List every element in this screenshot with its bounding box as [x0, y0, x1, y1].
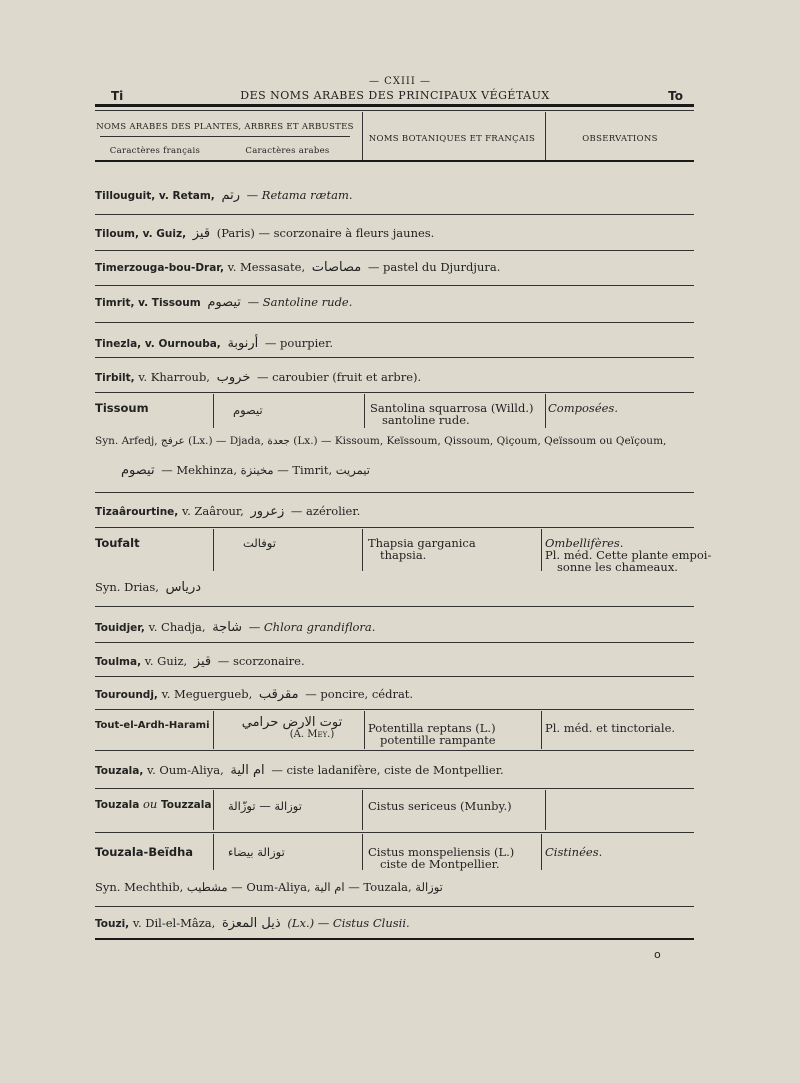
entry-syn: v. Retam,: [158, 190, 215, 202]
divider: [95, 709, 694, 710]
entry-syn: v. Guiz,: [144, 654, 188, 668]
entry-name: Timerzouga-bou-Drar,: [95, 262, 224, 274]
arabic-cell: [222, 716, 362, 741]
entry-name: Timrit,: [95, 297, 135, 309]
observation: [545, 537, 711, 573]
cell-divider: [362, 529, 363, 571]
col-arabic: Caractères arabes: [245, 146, 330, 156]
observation: Composées.: [548, 401, 618, 415]
list-item: [95, 260, 500, 275]
entry-syn: v. Tissoum: [138, 297, 201, 309]
botanical-name: [368, 722, 496, 746]
table-header-group: NOMS ARABES DES PLANTES, ARBRES ET ARBUSTES: [96, 122, 354, 132]
arabic-text: أرنوبة: [227, 336, 259, 351]
arabic-text: ذيل المعزة: [221, 916, 281, 931]
divider: [95, 906, 694, 907]
botanical-french: santoline rude.: [382, 413, 470, 427]
list-item: [95, 226, 434, 241]
arabic-text: درياس: [165, 580, 202, 595]
tout-name: Tout-el-Ardh-Harami: [95, 720, 210, 731]
list-item: [95, 654, 305, 669]
observation: Cistinées.: [545, 845, 603, 859]
entry-rest: — Santoline rude.: [247, 295, 353, 309]
entry-rest: — poncire, cédrat.: [305, 687, 414, 701]
touzala-name: [95, 798, 211, 811]
entry-syn: v. Chadja,: [148, 620, 206, 634]
list-item: [95, 620, 375, 635]
synonyms-line: Syn. Mechthib, مشطيب — Oum-Aliya, ام الية — Touzala, توزالة: [95, 880, 443, 894]
cell-divider: [213, 711, 214, 749]
list-item: [95, 504, 360, 519]
entry-syn: v. Ournouba,: [144, 338, 221, 350]
synonyms-line: [95, 580, 204, 595]
divider: [95, 788, 694, 789]
arabic-text: تيصوم: [121, 463, 155, 478]
header-left: Ti: [111, 89, 124, 103]
authority-ref: (A. Mey.): [289, 729, 335, 740]
arabic-text: تيصوم: [207, 295, 241, 310]
entry-syn: v. Dil-el-Mâza,: [132, 916, 216, 930]
arabic-text: توزالة بيضاء: [228, 845, 285, 859]
entry-rest: — scorzonaire.: [217, 654, 305, 668]
entry-rest: — pastel du Djurdjura.: [367, 260, 501, 274]
col-french: Caractères français: [109, 146, 201, 156]
divider: [95, 285, 694, 286]
cell-divider: [213, 790, 214, 830]
entry-rest: — Chlora grandiflora.: [248, 620, 376, 634]
arabic-text: توزالة — توزّالة: [228, 799, 302, 813]
entry-name-alt: Touzzala: [161, 799, 212, 811]
entry-syn: v. Zaârour,: [181, 504, 244, 518]
observation-family: Ombellifères.: [545, 536, 624, 550]
arabic-text: ام الية: [230, 763, 265, 778]
entry-rest: (Lx.) — Cistus Clusii.: [287, 916, 410, 930]
cell-divider: [545, 394, 546, 428]
header-divider: [362, 112, 363, 162]
divider: [95, 527, 694, 528]
top-rule: [95, 104, 694, 107]
botanical-french: ciste de Montpellier.: [380, 857, 500, 871]
cell-divider: [545, 790, 546, 830]
list-item: [95, 687, 413, 702]
divider: [95, 392, 694, 393]
divider: [95, 250, 694, 251]
list-item: [95, 370, 421, 385]
top-thin-rule: [95, 110, 694, 111]
footer-signature-mark: o: [654, 948, 661, 961]
entry-rest: (Paris) — scorzonaire à fleurs jaunes.: [216, 226, 435, 240]
entry-name: Touidjer,: [95, 622, 145, 634]
col-botanical: NOMS BOTANIQUES ET FRANÇAIS: [368, 134, 536, 144]
entry-rest: — caroubier (fruit et arbre).: [257, 370, 422, 384]
cell-divider: [213, 834, 214, 870]
toufalt-name: Toufalt: [95, 536, 140, 550]
entry-name: Tillouguit,: [95, 190, 156, 202]
entry-name: Touroundj,: [95, 689, 158, 701]
bottom-rule: [95, 938, 694, 940]
synonyms-rest: — Mekhinza, مخينزة — Timrit, تيمريت: [161, 463, 370, 477]
cell-divider: [541, 711, 542, 749]
entry-rest: — Retama rætam.: [246, 188, 353, 202]
entry-syn: v. Messasate,: [227, 260, 306, 274]
synonyms-label: Syn. Drias,: [95, 580, 159, 594]
arabic-text: تيصوم: [233, 403, 263, 417]
touzala-beidha-name: Touzala-Beïdha: [95, 845, 194, 859]
entry-name: Toulma,: [95, 656, 142, 668]
observation-note: sonne les chameaux.: [557, 560, 678, 574]
botanical-french: thapsia.: [380, 548, 427, 562]
entry-syn: v. Kharroub,: [138, 370, 210, 384]
botanical-latin: Cistus monspeliensis (L.): [368, 845, 515, 859]
list-item: [95, 916, 410, 931]
botanical-name: [368, 537, 476, 561]
entry-conj: ou: [143, 797, 158, 811]
arabic-text: مقرقب: [258, 687, 299, 702]
entry-name: Touzi,: [95, 918, 130, 930]
arabic-text: قيز: [193, 654, 212, 669]
divider: [95, 214, 694, 215]
entry-rest: — pourpier.: [264, 336, 333, 350]
arabic-text: شاجة: [212, 620, 243, 635]
botanical-latin: Thapsia garganica: [368, 536, 476, 550]
botanical-latin: Cistus sericeus (Munby.): [368, 799, 512, 813]
entry-name: Tirbilt,: [95, 372, 135, 384]
cell-divider: [213, 529, 214, 571]
header-right: To: [668, 89, 683, 103]
cell-divider: [541, 834, 542, 870]
divider: [95, 676, 694, 677]
entry-syn: v. Meguergueb,: [161, 687, 253, 701]
arabic-text: رتم: [221, 188, 240, 203]
cell-divider: [213, 394, 214, 428]
botanical-latin: Santolina squarrosa (Willd.): [370, 401, 534, 415]
arabic-text: زعرور: [250, 504, 285, 519]
tissoum-name: Tissoum: [95, 401, 149, 415]
botanical-name: [370, 402, 533, 426]
divider: [95, 322, 694, 323]
cell-divider: [362, 834, 363, 870]
cell-divider: [364, 711, 365, 749]
divider: [95, 832, 694, 833]
col-observations: OBSERVATIONS: [582, 134, 658, 144]
botanical-latin: Potentilla reptans (L.): [368, 721, 496, 735]
arabic-text: قيز: [192, 226, 211, 241]
list-item: [95, 336, 333, 351]
header-divider: [545, 112, 546, 162]
observation-note: Pl. méd. Cette plante empoi-: [545, 548, 712, 562]
header-group-rule: [100, 136, 350, 137]
arabic-text: توت الارض حرامي: [241, 715, 343, 730]
divider: [95, 750, 694, 751]
entry-rest: — ciste ladanifère, ciste de Montpellier.: [271, 763, 504, 777]
entry-syn: v. Guiz,: [142, 228, 187, 240]
cell-divider: [362, 790, 363, 830]
list-item: [95, 763, 504, 778]
page-title: DES NOMS ARABES DES PRINCIPAUX VÉGÉTAUX: [240, 89, 550, 102]
divider: [95, 606, 694, 607]
divider: [95, 357, 694, 358]
arabic-text: مصاصات: [311, 260, 362, 275]
list-item: [95, 295, 352, 310]
botanical-french: potentille rampante: [380, 733, 496, 747]
entry-name: Touzala: [95, 799, 140, 811]
divider: [95, 492, 694, 493]
cell-divider: [541, 529, 542, 571]
header-bottom-rule: [95, 160, 694, 162]
observation: Pl. méd. et tinctoriale.: [545, 721, 676, 735]
page-number: — CXIII —: [369, 76, 431, 87]
entry-name: Tiloum,: [95, 228, 139, 240]
synonyms-line: Syn. Arfedj, عرفج (Lx.) — Djada, جعدة (Lx.) — Kissoum, Keïssoum, Qissoum, Qiçoum, Qeïssoum ou Qeïçoum,: [95, 435, 667, 447]
botanical-name: [368, 846, 514, 870]
list-item: [95, 188, 353, 203]
entry-name: Tizaârourtine,: [95, 506, 179, 518]
cell-divider: [364, 394, 365, 428]
divider: [95, 642, 694, 643]
entry-syn: v. Oum-Aliya,: [146, 763, 224, 777]
entry-name: Tinezla,: [95, 338, 142, 350]
arabic-text: خروب: [216, 370, 251, 385]
synonyms-line: [118, 463, 370, 478]
entry-name: Touzala,: [95, 765, 144, 777]
entry-rest: — azérolier.: [290, 504, 361, 518]
arabic-text: توفالت: [243, 536, 276, 550]
